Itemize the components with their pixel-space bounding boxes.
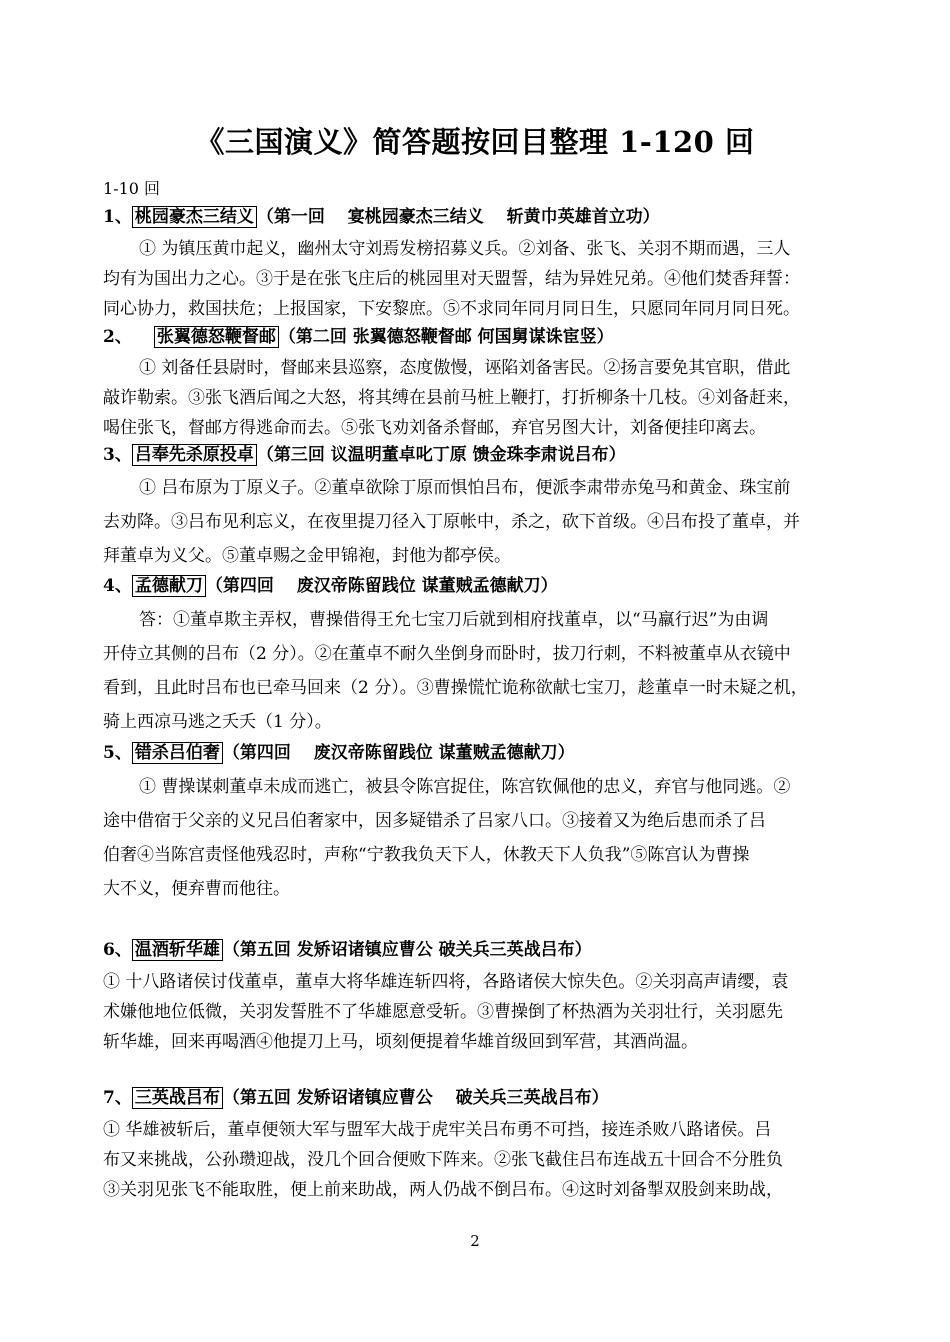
section-chapter: （第五回 发矫诏诸镇应曹公 破关兵三英战吕布） [222, 940, 592, 960]
section-body [103, 234, 849, 324]
page-title: 《三国演义》简答题按回目整理 1-120 回 [195, 125, 755, 159]
section-number: 3、 [103, 445, 132, 465]
range-label: 1-10 回 [103, 179, 161, 198]
body-line: 均有为国出力之心。③于是在张飞庄后的桃园里对天盟誓，结为异姓兄弟。④他们焚香拜誓： [103, 269, 800, 289]
section-number: 1、 [103, 207, 132, 227]
body-line: 喝住张飞，督邮方得逃命而去。⑤张飞劝刘备杀督邮，弃官另图大计，刘备便挂印离去。 [103, 418, 766, 438]
body-line: ① 华雄被斩后，董卓便领大军与盟军大战于虎牢关吕布勇不可挡，接连杀败八路诸侯。吕 [103, 1120, 772, 1140]
body-line: 术嫌他地位低微，关羽发誓胜不了华雄愿意受斩。③曹操倒了杯热酒为关羽壮行，关羽愿先 [103, 1002, 783, 1022]
body-line: 途中借宿于父亲的义兄吕伯奢家中，因多疑错杀了吕家八口。③接着又为绝后患而杀了吕 [103, 811, 766, 831]
section-topic: 桃园豪杰三结义 [132, 206, 257, 228]
section-body [103, 770, 849, 906]
section-topic: 三英战吕布 [132, 1087, 223, 1109]
section-heading [103, 443, 626, 467]
section-heading [103, 574, 558, 598]
section-body [103, 353, 849, 443]
section-heading [103, 205, 660, 229]
section-number: 5、 [103, 743, 132, 763]
section-topic: 错杀吕伯奢 [132, 742, 223, 764]
body-line: 看到，且此时吕布也已牵马回来（2 分）。③曹操慌忙诡称欲献七宝刀，趁董卓一时未疑之机， [103, 678, 808, 698]
section-heading [103, 1086, 609, 1110]
section-topic: 孟德献刀 [132, 575, 206, 597]
body-line: ③关羽见张飞不能取胜，便上前来助战，两人仍战不倒吕布。④这时刘备掣双股剑来助战， [103, 1180, 783, 1200]
body-line: 大不义，便弃曹而他往。 [103, 879, 290, 899]
body-line: 敲诈勒索。③张飞酒后闻之大怒，将其缚在县前马桩上鞭打，打折柳条十几枝。④刘备赶来， [103, 388, 800, 408]
body-line: 答：①董卓欺主弄权，曹操借得王允七宝刀后就到相府找董卓，以“马羸行迟”为由调 [139, 610, 769, 630]
body-line: ① 为镇压黄巾起义，幽州太守刘焉发榜招募义兵。②刘备、张飞、关羽不期而遇，三人 [139, 239, 791, 259]
body-line: 拜董卓为义父。⑤董卓赐之金甲锦袍，封他为都亭侯。 [103, 546, 511, 566]
section-number: 4、 [103, 576, 132, 596]
section-heading [103, 325, 614, 349]
section-chapter: （第四回 废汉帝陈留践位 谋董贼孟德献刀） [205, 576, 558, 596]
body-line: ① 曹操谋刺董卓未成而逃亡，被县令陈宫捉住，陈宫钦佩他的忠义，弃官与他同逃。② [139, 777, 791, 797]
body-line: 同心协力，救国扶危；上报国家，下安黎庶。⑤不求同年同月同日生，只愿同年同月同日死。 [103, 299, 800, 319]
section-body [103, 471, 849, 573]
section-topic: 张翼德怒鞭督邮 [154, 326, 279, 348]
section-heading [103, 938, 592, 962]
body-line: 开侍立其侧的吕布（2 分）。②在董卓不耐久坐倒身而卧时，拔刀行刺，不料被董卓从衣镜中 [103, 644, 791, 664]
section-topic: 温酒斩华雄 [132, 939, 223, 961]
section-chapter: （第五回 发矫诏诸镇应曹公 破关兵三英战吕布） [222, 1088, 609, 1108]
section-chapter: （第一回 宴桃园豪杰三结义 斩黄巾英雄首立功） [256, 207, 660, 227]
section-chapter: （第二回 张翼德怒鞭督邮 何国舅谋诛宦竖） [278, 327, 614, 347]
body-line: ① 十八路诸侯讨伐董卓，董卓大将华雄连斩四将，各路诸侯大惊失色。②关羽高声请缨，袁 [103, 972, 789, 992]
page-number: 2 [470, 1232, 480, 1250]
body-line: 布又来挑战，公孙瓒迎战，没几个回合便败下阵来。②张飞截住吕布连战五十回合不分胜负 [103, 1150, 783, 1170]
body-line: 骑上西凉马逃之夭夭（1 分）。 [103, 712, 332, 732]
section-number: 6、 [103, 940, 132, 960]
section-number: 7、 [103, 1088, 132, 1108]
section-body [103, 603, 849, 739]
section-chapter: （第三回 议温明董卓叱丁原 馈金珠李肃说吕布） [256, 445, 626, 465]
section-number: 2、 [103, 327, 132, 347]
body-line: 去劝降。③吕布见利忘义，在夜里提刀径入丁原帐中，杀之，砍下首级。④吕布投了董卓，并 [103, 512, 800, 532]
section-heading [103, 741, 575, 765]
section-chapter: （第四回 废汉帝陈留践位 谋董贼孟德献刀） [222, 743, 575, 763]
body-line: 伯奢④当陈宫责怪他残忍时，声称“宁教我负天下人，休教天下人负我”⑤陈宫认为曹操 [103, 845, 750, 865]
section-body [103, 967, 849, 1057]
body-line: 斩华雄，回来再喝酒④他提刀上马，顷刻便提着华雄首级回到军营，其酒尚温。 [103, 1032, 698, 1052]
section-topic: 吕奉先杀原投卓 [132, 444, 257, 466]
section-body [103, 1115, 849, 1205]
body-line: ① 刘备任县尉时，督邮来县巡察，态度傲慢，诬陷刘备害民。②扬言要免其官职，借此 [139, 358, 791, 378]
body-line: ① 吕布原为丁原义子。②董卓欲除丁原而惧怕吕布，便派李肃带赤兔马和黄金、珠宝前 [139, 478, 791, 498]
